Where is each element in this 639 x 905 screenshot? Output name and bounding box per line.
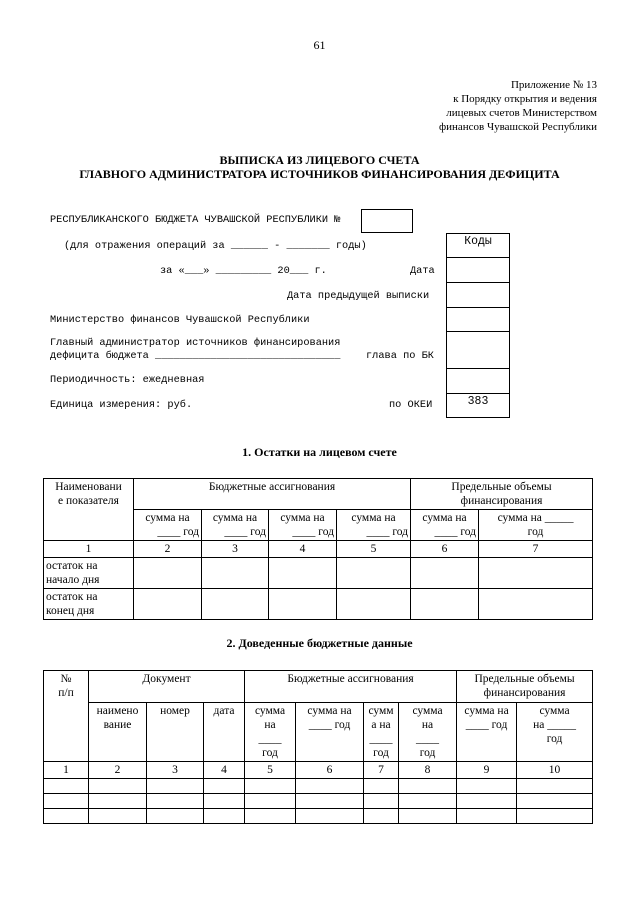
date-label: Дата [410,265,435,277]
data-cell[interactable] [204,779,245,794]
periodicity-line: Периодичность: ежедневная [50,374,205,386]
title-line-1: ВЫПИСКА ИЗ ЛИЦЕВОГО СЧЕТА [219,153,420,167]
date-line: за «___» _________ 20___ г. [160,265,327,277]
page-number: 61 [313,38,326,52]
budget-allocations-header: Бюджетные ассигнования [134,479,411,510]
data-cell[interactable] [245,779,296,794]
column-number: 2 [134,541,202,558]
row-text: остаток на [46,560,98,572]
data-cell[interactable] [269,589,337,620]
data-cell[interactable] [411,589,479,620]
data-cell[interactable] [364,794,399,809]
section-2-title: 2. Доведенные бюджетные данные [226,636,413,650]
bk-label: глава по БК [366,350,434,362]
data-cell[interactable] [202,558,269,589]
doc-name-header [89,703,147,762]
header-text: сумма [254,705,286,717]
header-text: ____ [369,733,393,745]
header-text: год [546,733,563,745]
sum-year-header [337,510,411,541]
table-row [44,558,593,589]
column-number: 3 [147,762,204,779]
data-cell[interactable] [399,809,457,824]
appendix-line: Приложение № 13 [510,79,597,91]
header-text: вание [103,719,132,731]
data-cell[interactable] [202,589,269,620]
data-cell[interactable] [296,794,364,809]
data-cell[interactable] [457,809,517,824]
budget-line: РЕСПУБЛИКАНСКОГО БЮДЖЕТА ЧУВАШСКОЙ РЕСПУБЛИКИ № [50,214,341,226]
budget-allocations-header: Бюджетные ассигнования [245,671,457,703]
row-label-opening [44,558,134,589]
column-number: 1 [44,762,89,779]
header-text: год [262,747,278,759]
data-cell[interactable] [44,779,89,794]
header-text: год [527,526,544,538]
table-row [44,589,593,620]
column-number: 2 [89,762,147,779]
header-text: Предельные объемы [451,481,552,493]
data-cell[interactable] [337,589,411,620]
data-cell[interactable] [245,794,296,809]
data-cell[interactable] [517,779,593,794]
column-number: 7 [479,541,593,558]
sum-year-header [364,703,399,762]
sum-year-header [202,510,269,541]
column-number: 5 [245,762,296,779]
data-cell[interactable] [479,589,593,620]
admin-line-2: дефицита бюджета ______________________________ [50,350,341,362]
code-periodicity-cell[interactable] [447,369,510,394]
column-number: 7 [364,762,399,779]
data-cell[interactable] [364,779,399,794]
row-text: начало дня [46,574,100,586]
code-okei-cell: 383 [447,394,510,418]
data-cell[interactable] [89,809,147,824]
header-text: ____ год [434,526,477,538]
data-cell[interactable] [399,779,457,794]
data-cell[interactable] [517,794,593,809]
column-number: 8 [399,762,457,779]
column-number: 4 [269,541,337,558]
data-cell[interactable] [364,809,399,824]
data-cell[interactable] [296,809,364,824]
sum-year-header [134,510,202,541]
table-row [44,779,593,794]
data-cell[interactable] [44,794,89,809]
data-cell[interactable] [399,794,457,809]
data-cell[interactable] [134,589,202,620]
column-number: 6 [411,541,479,558]
code-ministry-cell[interactable] [447,308,510,332]
table-row [44,794,593,809]
sum-year-header [517,703,593,762]
document-header: Документ [89,671,245,703]
doc-number-header: номер [147,703,204,762]
header-text: сумма на [280,512,325,524]
ministry-line: Министерство финансов Чувашской Республики [50,314,310,326]
header-text: год [419,747,436,759]
header-text: сумма на [351,512,396,524]
column-number: 10 [517,762,593,779]
data-cell[interactable] [44,809,89,824]
header-text: сумма на [212,512,258,524]
col-indicator-name [44,479,134,541]
codes-header: Коды [447,234,510,258]
header-text: финансирования [460,495,543,507]
balances-table [43,478,593,620]
header-text: сумма [539,705,570,717]
sum-year-header [245,703,296,762]
unit-line: Единица измерения: руб. [50,399,193,411]
col-row-number [44,671,89,762]
header-text: ____ год [292,526,334,538]
data-cell[interactable] [204,794,245,809]
header-text: ____ год [366,526,409,538]
data-cell[interactable] [479,558,593,589]
header-text: е показателя [58,495,119,507]
data-cell[interactable] [89,779,147,794]
appendix-note [439,78,597,134]
header-text: ____ [258,733,282,745]
header-text: Наименовани [55,481,122,493]
column-number: 4 [204,762,245,779]
header-text: ____ [416,733,440,745]
header-text: ____ год [157,526,199,538]
appendix-line: к Порядку открытия и ведения [453,93,597,105]
sum-year-header: сумма на ____ год [457,703,517,762]
code-bk-cell[interactable] [447,332,510,369]
limits-header [457,671,593,703]
sum-year-header [479,510,593,541]
header-text: наимено [96,705,139,717]
document-title [0,153,639,181]
sum-year-header [399,703,457,762]
row-text: остаток на [46,591,98,603]
header-text: на _____ [533,719,576,731]
doc-date-header: дата [204,703,245,762]
data-cell[interactable] [269,558,337,589]
row-text: конец дня [46,605,95,617]
appendix-line: лицевых счетов Министерством [446,107,597,119]
header-text: Предельные объемы [474,673,575,685]
header-text: а на [371,719,391,731]
codes-table [446,233,510,418]
prev-date-label: Дата предыдущей выписки [287,290,430,302]
header-text: сумма на [422,512,467,524]
sum-year-header [269,510,337,541]
title-line-2: ГЛАВНОГО АДМИНИСТРАТОРА ИСТОЧНИКОВ ФИНАНСИРОВАНИЯ ДЕФИЦИТА [79,167,560,181]
data-cell[interactable] [245,809,296,824]
header-text: на [264,719,276,731]
column-number: 5 [337,541,411,558]
okei-label: по ОКЕИ [389,399,433,411]
data-cell[interactable] [204,809,245,824]
data-cell[interactable] [457,779,517,794]
data-cell[interactable] [517,809,593,824]
header-text: № [60,673,72,685]
header-text: ____ год [224,526,266,538]
data-cell[interactable] [457,794,517,809]
code-prev-date-cell[interactable] [447,283,510,308]
budget-data-table [43,670,593,824]
header-text: сумма на _____ [497,512,574,524]
column-number: 3 [202,541,269,558]
header-text: на [421,719,434,731]
period-line: (для отражения операций за ______ - _______ годы) [64,240,367,252]
header-text: сумма [412,705,443,717]
header-text: сумм [368,705,394,717]
appendix-line: финансов Чувашской Республики [438,121,597,133]
data-cell[interactable] [411,558,479,589]
data-cell[interactable] [337,558,411,589]
column-number: 6 [296,762,364,779]
table-row [44,809,593,824]
limits-header [411,479,593,510]
row-label-closing [44,589,134,620]
data-cell[interactable] [147,809,204,824]
code-date-cell[interactable] [447,258,510,283]
header-text: финансирования [483,687,566,699]
header-text: год [373,747,389,759]
sum-year-header: сумма на ____ год [296,703,364,762]
header-text: п/п [58,687,74,699]
data-cell[interactable] [296,779,364,794]
column-number: 1 [44,541,134,558]
data-cell[interactable] [147,794,204,809]
sum-year-header [411,510,479,541]
data-cell[interactable] [134,558,202,589]
account-number-box[interactable] [361,209,413,233]
data-cell[interactable] [89,794,147,809]
data-cell[interactable] [147,779,204,794]
header-text: сумма на [145,512,190,524]
section-1-title: 1. Остатки на лицевом счете [242,445,397,459]
admin-line-1: Главный администратор источников финансирования [50,337,341,349]
column-number: 9 [457,762,517,779]
